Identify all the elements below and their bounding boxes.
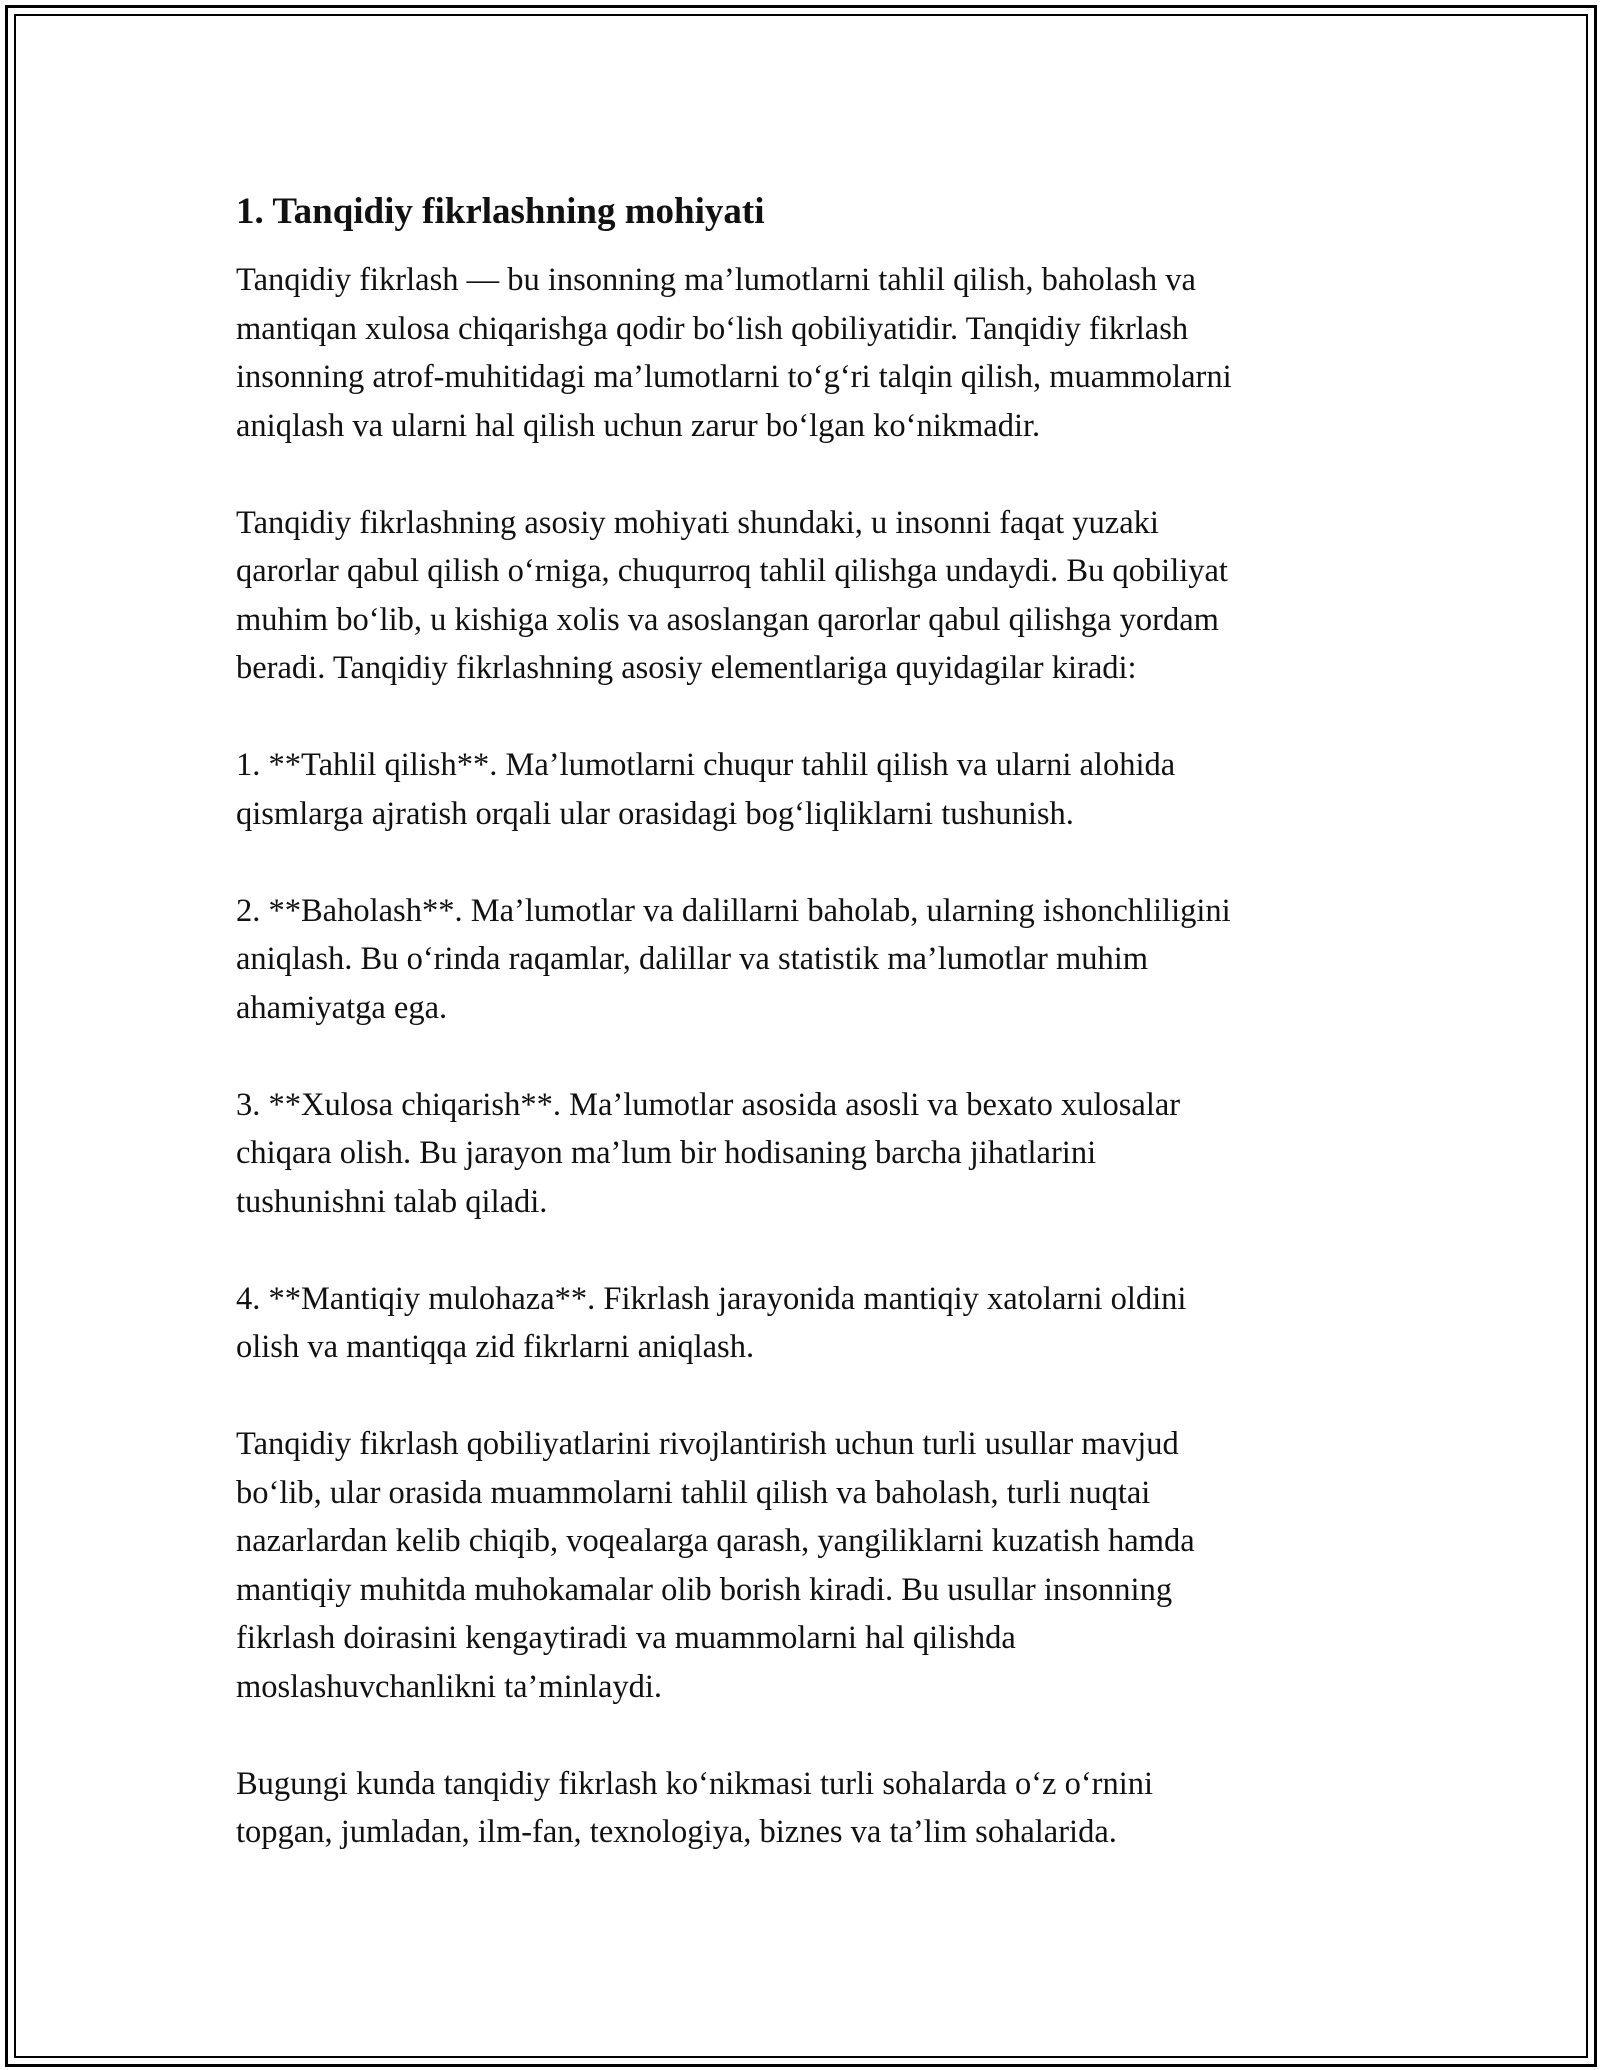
section-heading: 1. Tanqidiy fikrlashning mohiyati <box>236 191 765 232</box>
text-line: bo‘lib, ular orasida muammolarni tahlil qilish va baholash, turli nuqtai <box>236 1474 1151 1511</box>
text-line: insonning atrof-muhitidagi ma’lumotlarni to‘g‘ri talqin qilish, muammolarni <box>236 359 1232 395</box>
text-line: mantiqiy muhitda muhokamalar olib borish kiradi. Bu usullar insonning <box>236 1571 1173 1608</box>
paragraph-methods <box>236 1420 1386 1711</box>
text-line: Tanqidiy fikrlashning asosiy mohiyati shundaki, u insonni faqat yuzaki <box>236 504 1159 541</box>
paragraph-today <box>236 1760 1386 1857</box>
list-item-analysis <box>236 741 1386 838</box>
text-line: qismlarga ajratish orqali ular orasidagi bog‘liqliklarni tushunish. <box>236 795 1074 832</box>
text-line: mantiqan xulosa chiqarishga qodir bo‘lish qobiliyatidir. Tanqidiy fikrlash <box>236 310 1189 347</box>
text-line: 2. **Baholash**. Ma’lumotlar va dalillarni baholab, ularning ishonchliligini <box>236 892 1231 929</box>
text-line: aniqlash. Bu o‘rinda raqamlar, dalillar va statistik ma’lumotlar muhim <box>236 941 1149 977</box>
text-line: 4. **Mantiqiy mulohaza**. Fikrlash jarayonida mantiqiy xatolarni oldini <box>236 1280 1187 1317</box>
text-line: Bugungi kunda tanqidiy fikrlash ko‘nikmasi turli sohalarda o‘z o‘rnini <box>236 1765 1154 1802</box>
paragraph-definition <box>236 256 1386 450</box>
list-item-reasoning <box>236 1275 1386 1372</box>
text-line: chiqara olish. Bu jarayon ma’lum bir hodisaning barcha jihatlarini <box>236 1135 1097 1171</box>
text-line: Tanqidiy fikrlash — bu insonning ma’lumotlarni tahlil qilish, baholash va <box>236 262 1196 298</box>
text-line: beradi. Tanqidiy fikrlashning asosiy elementlariga quyidagilar kiradi: <box>236 650 1137 686</box>
text-line: Tanqidiy fikrlash qobiliyatlarini rivojlantirish uchun turli usullar mavjud <box>236 1426 1179 1462</box>
list-item-conclusion <box>236 1081 1386 1227</box>
paragraph-essence <box>236 499 1386 693</box>
text-line: 3. **Xulosa chiqarish**. Ma’lumotlar asosida asosli va bexato xulosalar <box>236 1086 1181 1123</box>
document-body <box>236 188 1386 1905</box>
text-line: tushunishni talab qiladi. <box>236 1183 548 1220</box>
text-line: fikrlash doirasini kengaytiradi va muammolarni hal qilishda <box>236 1620 1016 1656</box>
text-line: topgan, jumladan, ilm-fan, texnologiya, biznes va ta’lim sohalarida. <box>236 1814 1117 1850</box>
text-line: ahamiyatga ega. <box>236 989 448 1026</box>
text-line: moslashuvchanlikni ta’minlaydi. <box>236 1668 663 1705</box>
text-line: muhim bo‘lib, u kishiga xolis va asoslangan qarorlar qabul qilishga yordam <box>236 601 1219 638</box>
text-line: 1. **Tahlil qilish**. Ma’lumotlarni chuqur tahlil qilish va ularni alohida <box>236 747 1176 783</box>
text-line: nazarlardan kelib chiqib, voqealarga qarash, yangiliklarni kuzatish hamda <box>236 1523 1195 1559</box>
text-line: aniqlash va ularni hal qilish uchun zarur bo‘lgan ko‘nikmadir. <box>236 407 1041 444</box>
text-line: qarorlar qabul qilish o‘rniga, chuqurroq tahlil qilishga undaydi. Bu qobiliyat <box>236 553 1228 589</box>
list-item-evaluation <box>236 887 1386 1033</box>
text-line: olish va mantiqqa zid fikrlarni aniqlash. <box>236 1329 755 1365</box>
